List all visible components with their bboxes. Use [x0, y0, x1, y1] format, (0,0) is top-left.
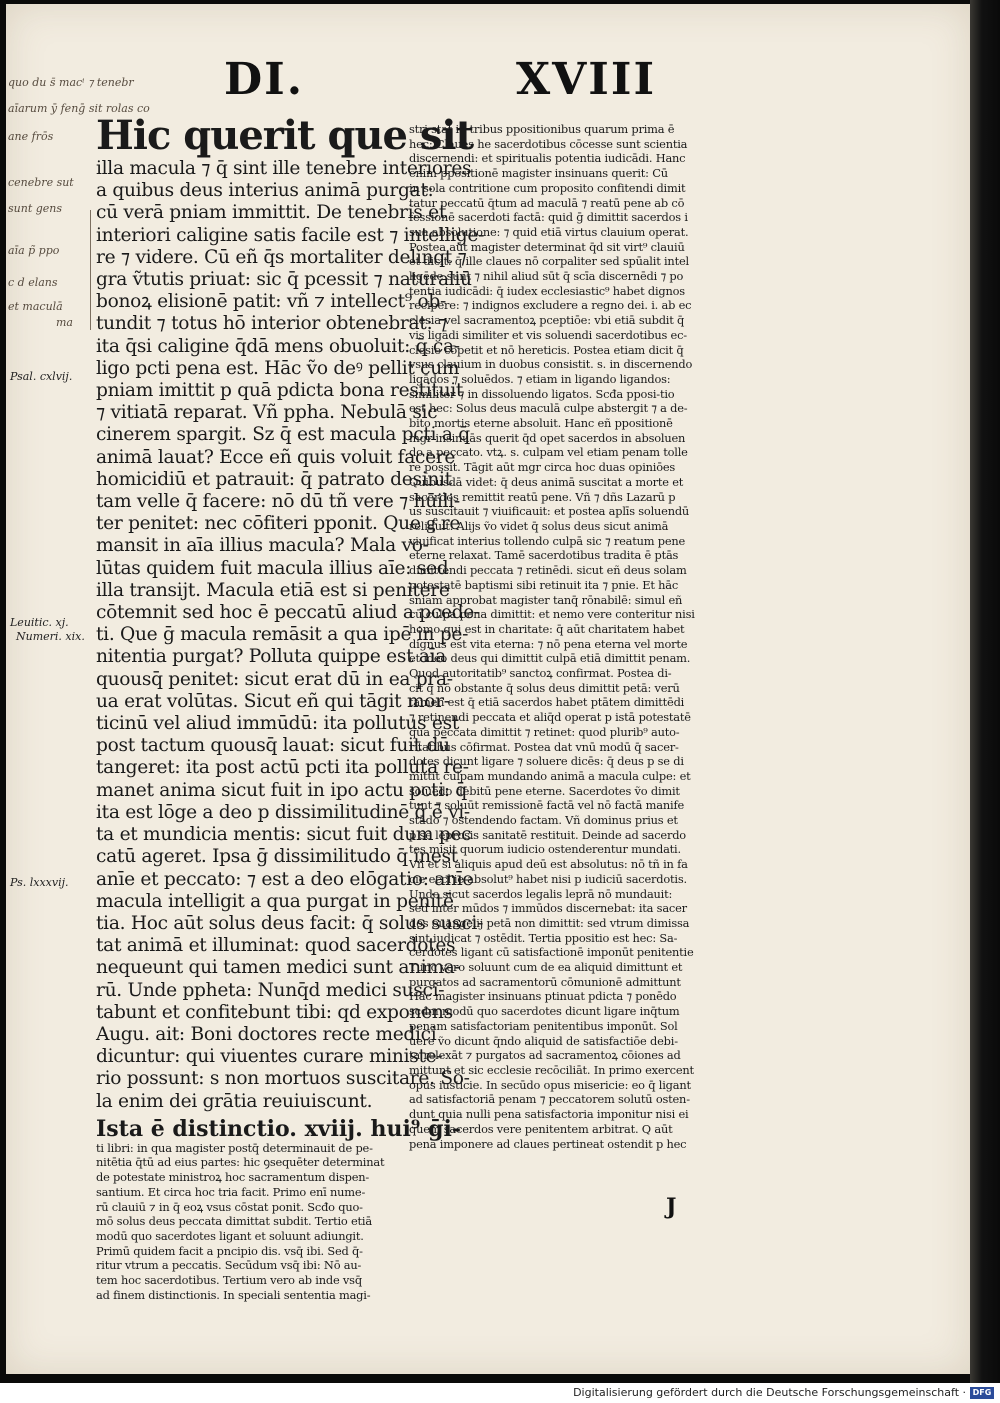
text-line: tunt ⁊ soluūt remissionē factā vel nō factā manife: [409, 798, 684, 813]
text-line: mgr insinuās querit q̄d opet sacerdos in absoluen: [409, 430, 686, 445]
text-line: penā imponere ad claues pertineat ostendit p hec: [409, 1136, 687, 1151]
text-line: ligēde sunt ⁊ nihil aliud sūt q̄ scīa discernēdi ⁊ po: [409, 269, 684, 284]
text-line: cinerem spargit. Sz q̄ est macula pcti a q̄: [96, 424, 470, 446]
text-line: rio possunt: s non mortuos suscitare. So-: [96, 1068, 470, 1090]
text-line: sed inter mūdos ⁊ immūdos discernebat: ita sacer: [409, 901, 687, 916]
text-line: ligādos ⁊ soluēdos. ⁊ etiam in ligando ligandos:: [409, 371, 671, 386]
manuscript-note: aīa p̃ ppo: [8, 244, 60, 257]
manuscript-note: quo du s̄ macⁱ ⁊ tenebr: [8, 76, 134, 89]
text-line: discernendi: et spiritualis potentia iudicādi. Hanc: [409, 151, 686, 166]
text-line: bito mortis eterne absoluit. Hanc eñ ppositionē: [409, 416, 673, 431]
text-line: recipere: ⁊ indignos excludere a regno dei. i. ab ec: [409, 298, 692, 313]
commentary-text: [409, 122, 719, 1151]
text-line: santium. Et circa hoc tria facit. Primo enī nume-: [96, 1184, 366, 1199]
margin-citation: Psal. cxlvij.: [10, 370, 73, 383]
text-line: purgatos ad sacramentorū cōmunionē admittunt: [409, 974, 681, 989]
opening-line: Hic querit que sit: [96, 112, 474, 159]
text-line: catū ageret. Ipsa ḡ dissimilitudo q̄ inest: [96, 846, 458, 868]
text-line: ⁊ vitiatā reparat. Vñ ppha. Nebulā sic: [96, 402, 438, 424]
text-line: p se leprosis sanitatē restituit. Deinde ad sacerdo: [409, 827, 686, 842]
text-line: hec: Claues he sacerdotibus cōcesse sunt scientia: [409, 136, 688, 151]
text-line: stādo ⁊ ostendendo factam. Vñ dominus prius et: [409, 813, 678, 828]
book-page: [6, 4, 970, 1374]
text-line: pniam imittit p quā pdicta bona restituit: [96, 380, 464, 402]
text-line: us suscitauit ⁊ viuificauit: et postea aplīs soluendū: [409, 504, 690, 519]
text-line: illa macula ⁊ q̄ sint ille tenebre interiores: [96, 158, 472, 179]
text-line: nitētia q̄tū ad eius partes: hic ꝯsequēter determinat: [96, 1155, 385, 1170]
manuscript-note: aīarum ȳ fenḡ sit rolas co: [8, 102, 150, 115]
text-line: ta et mundicia mentis: sicut fuit dum pec: [96, 824, 472, 846]
text-line: dignus est vita eterna: ⁊ nō pena eterna vel morte: [409, 636, 688, 651]
funding-notice: Digitalisierung gefördert durch die Deutsche Forschungsgemeinschaft ·: [573, 1386, 966, 1399]
text-line: do a peccato. vtꝝ. s. culpam vel etiam penam tolle: [409, 445, 688, 460]
signature-mark: J: [666, 1194, 677, 1220]
page-edge-shadow: [970, 0, 1000, 1383]
text-line: cū culpa pena dimittit: et nemo vere conteritur nisi: [409, 607, 695, 622]
text-line: sua absolutione: ⁊ quid etiā virtus clauium operat.: [409, 224, 689, 239]
text-line: Vñ et si aliquis apud deū est absolutus: nō tñ in fa: [409, 857, 688, 872]
main-text: [96, 158, 485, 1113]
text-line: soluēdo debitū pene eterne. Sacerdotes ṽo dimit: [409, 783, 680, 798]
text-line: mittunt et sic ecclesie recōciliāt. In primo exercent: [409, 1063, 694, 1077]
text-line: rū clauiū ⁊ in q̄ eoꝝ vsus cōstat ponit. Scđo quo-: [96, 1199, 363, 1214]
text-line: quem sacerdos vere penitentem arbitrat. Q aūt: [409, 1121, 673, 1136]
text-line: quousq̄ penitet: sicut erat dū in ea pra-: [96, 668, 453, 690]
distinction-heading: DI.: [224, 54, 305, 105]
text-line: interiori caligine satis facile est ⁊ intellige-: [96, 224, 485, 246]
text-line: mō solus deus peccata dimittat subdit. Tertio etiā: [96, 1214, 372, 1229]
text-line: Hāc magister insinuans ptinuat pdicta ⁊ ponēdo: [409, 989, 677, 1004]
text-line: potestatē baptismi sibi retinuit ita ⁊ pnie. Et hāc: [409, 577, 679, 592]
text-line: macula intelligit a qua purgat in penitē: [96, 890, 454, 912]
text-line: dunt quia nulli pena satisfactoria imponitur nisi ei: [409, 1107, 689, 1122]
text-line: enim ppositionē magister insinuans querit: Cū: [409, 166, 668, 181]
text-line: in sola contritione cum proposito confitendi dimit: [409, 180, 686, 195]
text-line: est hec: Solus deus maculā culpe abstergit ⁊ a de-: [409, 401, 688, 416]
text-line: tabunt et confitebunt tibi: qd exponens: [96, 1001, 453, 1023]
margin-citation: Ps. lxxxvij.: [10, 876, 69, 889]
text-line: vis ligādi similiter et vis soluendi sacerdotibus ec-: [409, 327, 687, 342]
text-line: manet anima sicut fuit in ipo actu pcti: q̄: [96, 779, 468, 801]
page-header: [6, 54, 970, 114]
text-line: post tactum quousq̄ lauat: sicut fuit dū: [96, 735, 450, 757]
text-line: ritur vtrum a peccatis. Secūdum vsq̄ ibi: Nō au-: [96, 1258, 362, 1273]
text-line: vsus clauium in duobus consistit. s. in discernendo: [409, 357, 693, 372]
footer-bar: [0, 1383, 1000, 1403]
text-line: animā lauat? Ecce eñ quis voluit facere: [96, 446, 456, 468]
text-line: ita est lōge a deo p dissimilitudinē q̄ ē vi-: [96, 801, 470, 823]
dfg-logo: DFG: [970, 1387, 994, 1399]
text-line: tundit ⁊ totus hō interior obtenebrat: ⁊: [96, 313, 447, 335]
manuscript-note: cenebre sut: [8, 176, 74, 189]
text-line: tat animā et illuminat: quod sacerdotes: [96, 935, 456, 957]
text-line: Quibusdā videt: q̄ deus animā suscitat a morte et: [409, 474, 684, 489]
text-line: anīe et peccato: ⁊ est a deo elōgatio: anīe: [96, 868, 474, 890]
text-line: rū. Unde ppheta: Nunq̄d medici susci-: [96, 979, 445, 1001]
text-line: nitentia purgat? Polluta quippe est aīa: [96, 646, 447, 668]
text-line: sniam approbat magister tanq̄ rōnabilē: simul eñ: [409, 592, 683, 607]
text-line: sint iudicat ⁊ ostēdit. Tertia ppositio est hec: Sa-: [409, 930, 678, 945]
text-line: cie eccl'ie absolut⁹ habet nisi p iudiciū sacerdotis.: [409, 871, 687, 886]
text-line: tes misit quorum iudicio ostenderentur mundati.: [409, 842, 681, 857]
text-line: nequeunt qui tamen medici sunt anima-: [96, 957, 461, 979]
text-line: qua peccata dimittit ⁊ retinet: quod plurib⁹ auto-: [409, 724, 680, 739]
manuscript-note: sunt gens: [8, 202, 63, 215]
text-line: modū quo sacerdotes ligant et soluunt adiungit.: [96, 1228, 364, 1243]
text-line: similiter ⁊ in dissoluendo ligatos. Scđa pposi-tio: [409, 386, 675, 401]
text-line: illa transijt. Macula etiā est si penitere: [96, 579, 450, 601]
text-line: mittit culpam mundando animā a macula culpe: et: [409, 768, 691, 783]
text-line: cit q̄ nō obstante q̄ solus deus dimittit petā: verū: [409, 680, 680, 695]
text-line: tam velle q̄ facere: nō dū tñ vere ⁊ hūili-: [96, 491, 460, 513]
text-line: dimittendi peccata ⁊ retinēdi. sicut eñ deus solam: [409, 563, 687, 578]
text-line: dos euangelij petā non dimittit: sed vtrum dimissa: [409, 915, 690, 930]
folio-number: XVIII: [516, 54, 657, 105]
text-line: et dicit: q̄ ille claues nō corpaliter sed spūalit intel: [409, 254, 689, 269]
text-line: tia. Hoc aūt solus deus facit: q̄ solus susci-: [96, 912, 484, 934]
text-line: ua erat volūtas. Sicut eñ qui tāgit mor-: [96, 690, 450, 712]
text-line: ta relexāt ⁊ purgatos ad sacramentoꝝ cōiones ad: [409, 1048, 681, 1063]
text-line: la enim dei grātia reuiuiscunt.: [96, 1090, 373, 1112]
text-line: tamen est q̄ etiā sacerdos habet ptātem dimittēdi: [409, 695, 685, 710]
left-column: [96, 112, 485, 1302]
text-line: clesia vel sacramentoꝝ pceptiōe: vbi etiā subdit q̄: [409, 313, 685, 328]
text-line: stri stat in tribus ppositionibus quarum prima ē: [409, 122, 675, 136]
text-line: et ideo deus qui dimittit culpā etiā dimittit penam.: [409, 651, 691, 666]
text-line: cōtemnit sed hoc ē peccatū aliud a pcede-: [96, 602, 480, 624]
commentary-heading: Ista ē distinctio. xviij. hui⁹ ḡi-: [96, 1115, 461, 1142]
text-line: tangeret: ita post actū pcti ita polluta re-: [96, 757, 469, 779]
text-line: clesie cōpetit et nō hereticis. Postea etiam dicit q̄: [409, 342, 684, 357]
text-line: bonoꝝ elisionē patit: vñ ⁊ intellect⁹ ob-: [96, 291, 447, 313]
margin-citation: Numeri. xix.: [16, 630, 85, 643]
text-line: Unde sicut sacerdos legalis leprā nō mundauit:: [409, 886, 673, 901]
text-line: uere ṽo dicunt q̄ndo aliquid de satisfactiōe debi-: [409, 1033, 678, 1048]
text-line: lūtas quidem fuit macula illius aīe: sed: [96, 557, 449, 579]
text-line: ligo pcti pena est. Hāc ṽo deꝰ pellit cum: [96, 357, 460, 379]
text-line: dotes dicunt ligare ⁊ soluere dicēs: q̄ deus p se di: [409, 754, 684, 769]
margin-citation: Leuitic. xj.: [10, 616, 69, 629]
text-line: tatur peccatū q̄tum ad maculā ⁊ reatū pene ab cō: [409, 195, 685, 210]
text-line: cerdotes ligant cū satisfactionē imponūt penitentie: [409, 945, 694, 960]
text-line: scđm modū quo sacerdotes dicunt ligare inq̄tum: [409, 1004, 680, 1019]
text-line: dicuntur: qui viuentes curare ministe-: [96, 1046, 443, 1068]
manuscript-note: c d elans: [8, 276, 58, 289]
text-line: eterne relaxat. Tamē sacerdotibus tradita ē ptās: [409, 548, 679, 563]
text-line: re possit. Tāgit aūt mgr circa hoc duas opiniōes: [409, 460, 676, 475]
text-line: ita q̄si caligine q̄dā mens obuoluit: q̄ ca-: [96, 335, 460, 357]
text-line: penam satisfactoriam penitentibus imponūt. Sol: [409, 1018, 678, 1033]
text-line: mansit in aīa illius macula? Mala vo-: [96, 535, 429, 557]
text-line: a quibus deus interius animā purgat:: [96, 180, 434, 202]
text-line: homo qui est in charitate: q̄ aūt charitatem habet: [409, 621, 685, 636]
text-line: ⁊ retinendi peccata et aliq̄d operat p istā potestatē: [409, 710, 691, 725]
text-line: fessionē sacerdoti factā: quid ḡ dimittit sacerdos i: [409, 210, 688, 225]
text-line: ti. Que ḡ macula remāsit a qua ipē in pe-: [96, 624, 469, 646]
text-line: Quod autoritatib⁹ sanctoꝝ confirmat. Postea di-: [409, 666, 672, 681]
right-column: [409, 122, 719, 1151]
text-line: ad finem distinctionis. In speciali sententia magi-: [96, 1287, 371, 1302]
manuscript-note: ane frōs: [8, 130, 54, 143]
manuscript-note: et maculā: [8, 300, 63, 313]
text-line: de potestate ministroꝝ hoc sacramentum dispen-: [96, 1170, 370, 1185]
text-line: re ⁊ videre. Cū eñ q̄s mortaliter delinqt ⁊: [96, 246, 467, 268]
commentary-text: [96, 1141, 386, 1303]
text-line: sacerdos remittit reatū pene. Vñ ⁊ dñs Lazarū p: [409, 489, 676, 504]
text-line: opus iusticie. In secūdo opus misericie: eo q̄ ligant: [409, 1077, 691, 1092]
manuscript-note: ma: [56, 316, 73, 329]
text-line: Primū quidem facit a pncipio dis. vsq̄ ibi. Sed q̄-: [96, 1243, 363, 1258]
text-line: ter penitet: nec cōfiteri pponit. Que gͤ re: [96, 513, 461, 535]
text-line: Postea aūt magister determinat q̄d sit virt⁹ clauiū: [409, 239, 685, 254]
text-line: Tunc vero soluunt cum de ea aliquid dimittunt et: [409, 960, 683, 975]
text-line: homicidiū et patrauit: q̄ patrato desinit: [96, 468, 452, 490]
text-line: reliquit. Alijs ṽo videt q̄ solus deus sicut animā: [409, 518, 669, 533]
text-line: ad satisfactoriā penam ⁊ peccatorem solutū osten-: [409, 1092, 690, 1107]
text-line: tentia iudicādi: q̄ iudex ecclesiastic⁹ habet dignos: [409, 283, 685, 298]
text-line: Augu. ait: Boni doctores recte medici: [96, 1023, 437, 1045]
text-line: ticinū vel aliud immūdū: ita pollutus est: [96, 713, 460, 735]
text-line: ti libri: in qua magister postq̄ determinauit de pe-: [96, 1140, 373, 1155]
text-line: ritatibus cōfirmat. Postea dat vnū modū q̄ sacer-: [409, 739, 679, 754]
text-line: cū verā pniam immittit. De tenebris et: [96, 202, 447, 224]
manuscript-bracket: [90, 210, 91, 330]
text-line: gra ṽtutis priuat: sic q̄ pcessit ⁊ naturaliū: [96, 269, 472, 291]
text-line: tem hoc sacerdotibus. Tertium vero ab inde vsq̄: [96, 1273, 362, 1288]
text-line: viuificat interius tollendo culpā sic ⁊ reatum pene: [409, 533, 686, 548]
